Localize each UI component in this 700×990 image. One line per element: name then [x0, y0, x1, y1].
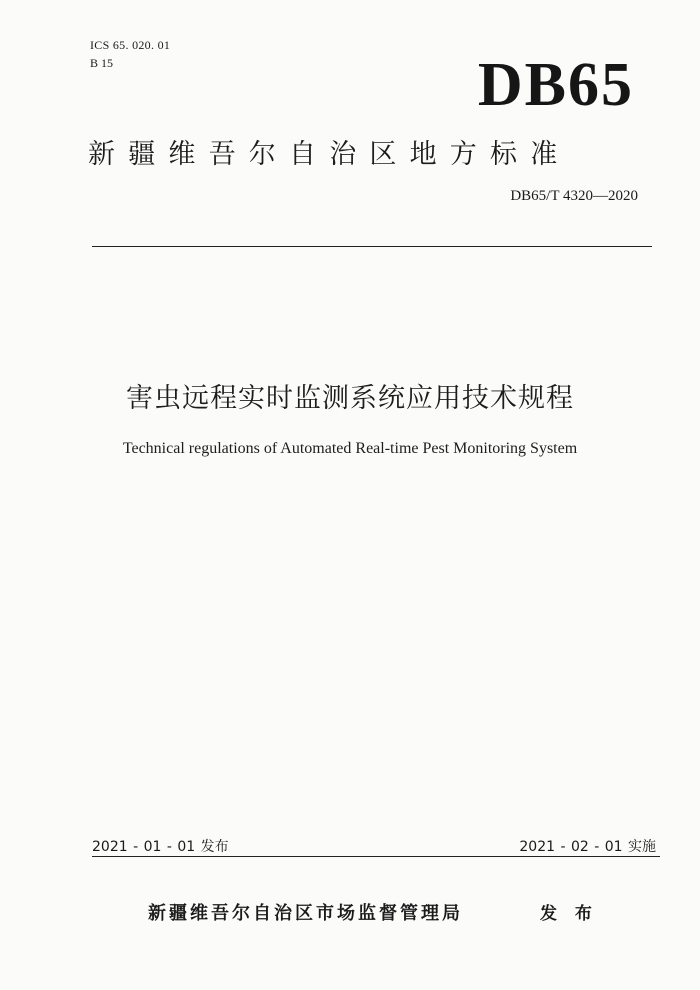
- standard-number: DB65/T 4320—2020: [510, 188, 638, 204]
- document-title-chinese: 害虫远程实时监测系统应用技术规程: [126, 383, 574, 414]
- classification-code: B 15: [90, 56, 114, 70]
- standard-type-heading: 新疆维吾尔自治区地方标准: [88, 139, 571, 170]
- publish-label: 发 布: [540, 904, 598, 924]
- release-date: 2021 - 01 - 01 发布: [92, 839, 229, 855]
- implementation-date: 2021 - 02 - 01 实施: [519, 839, 656, 855]
- bottom-divider: [92, 856, 660, 857]
- document-title-english: Technical regulations of Automated Real-time Pest Monitoring System: [122, 440, 578, 457]
- top-divider: [92, 246, 652, 247]
- ics-code: ICS 65. 020. 01: [90, 38, 171, 52]
- issuing-authority: 新疆维吾尔自治区市场监督管理局: [148, 903, 463, 924]
- db65-logo: DB65: [477, 51, 634, 119]
